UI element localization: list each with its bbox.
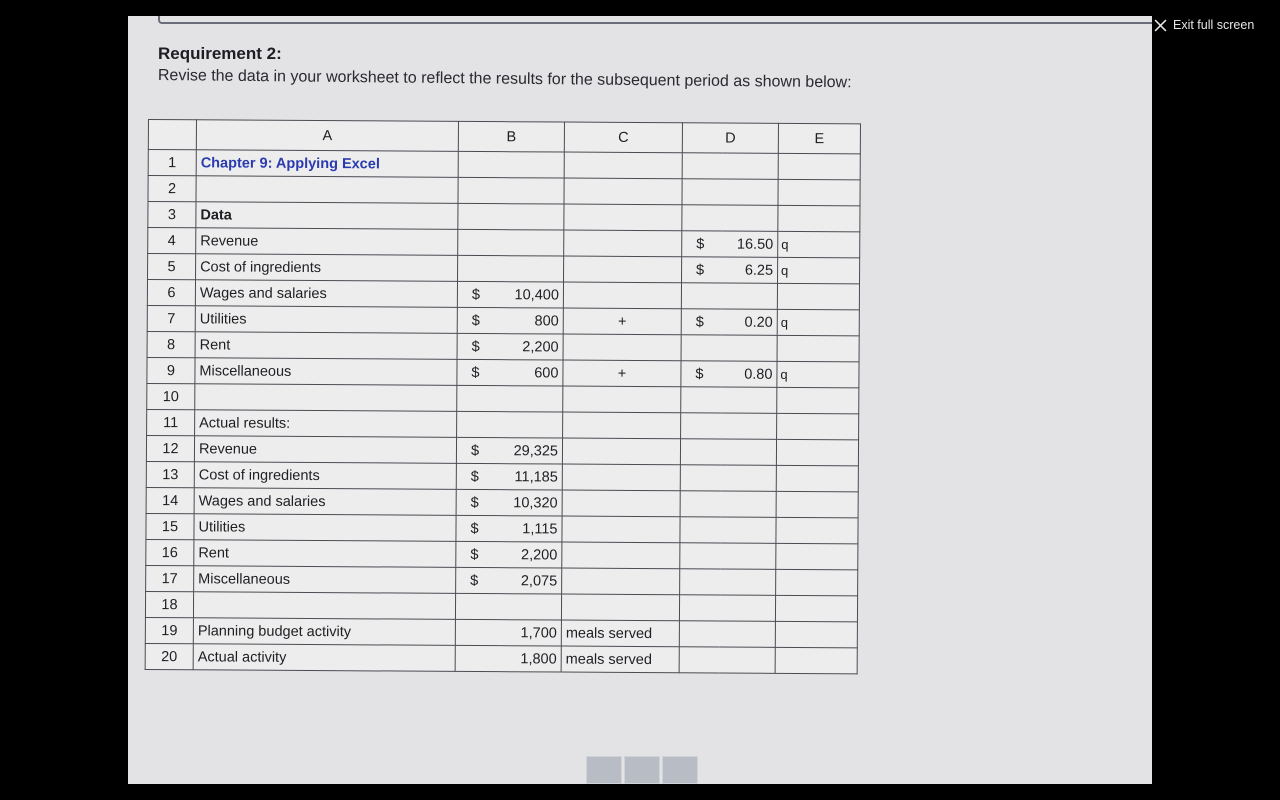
cell-b-currency	[458, 151, 502, 177]
cell-a[interactable]: Data	[196, 202, 458, 230]
cell-b[interactable]: 800	[501, 308, 563, 334]
cell-d-currency	[679, 621, 719, 647]
cell-c[interactable]	[561, 594, 679, 621]
cell-b[interactable]: 1,700	[499, 620, 561, 646]
cell-b[interactable]	[502, 230, 564, 256]
cell-b-currency	[457, 385, 501, 411]
cell-d-value: 0.20	[744, 314, 773, 331]
cell-d[interactable]	[721, 361, 777, 387]
cell-d-currency	[681, 335, 721, 361]
row-number: 17	[146, 565, 194, 591]
cell-b-currency	[458, 203, 502, 229]
cell-b[interactable]: 600	[501, 360, 563, 386]
cell-b-currency	[455, 593, 499, 619]
cell-d[interactable]	[720, 439, 776, 465]
cell-d-currency: $	[681, 361, 721, 387]
cell-c[interactable]	[562, 568, 680, 595]
cell-a[interactable]: Rent	[194, 540, 456, 568]
cell-a[interactable]	[193, 592, 455, 620]
cell-e[interactable]	[776, 517, 858, 544]
cell-c[interactable]: +	[563, 308, 681, 335]
photo-frame	[128, 16, 1152, 784]
cell-c[interactable]	[564, 178, 682, 205]
cell-a[interactable]: Miscellaneous	[194, 566, 456, 594]
cell-c[interactable]	[562, 438, 680, 465]
cell-d[interactable]	[721, 413, 777, 439]
cell-e[interactable]	[775, 595, 857, 622]
cell-d-value: 0.80	[744, 366, 773, 383]
cell-c[interactable]	[564, 256, 682, 283]
cell-b-currency	[458, 177, 502, 203]
cell-b-currency	[457, 411, 501, 437]
cell-d[interactable]	[722, 257, 778, 283]
requirement-title: Requirement 2:	[158, 44, 282, 63]
cell-a[interactable]: Rent	[195, 332, 457, 360]
cell-d-currency	[681, 387, 721, 413]
cell-b[interactable]: 1,800	[499, 646, 561, 672]
cell-d[interactable]	[722, 231, 778, 257]
worksheet-table	[145, 119, 861, 674]
row-number: 19	[145, 617, 193, 643]
cell-b[interactable]: 1,115	[500, 516, 562, 542]
cell-b-currency	[455, 619, 499, 645]
cell-b[interactable]: 29,325	[500, 438, 562, 464]
cell-b[interactable]	[501, 386, 563, 412]
column-header-e: E	[778, 123, 860, 154]
cell-d[interactable]	[721, 283, 777, 309]
cell-c[interactable]	[563, 386, 681, 413]
cell-d-value: 6.25	[744, 262, 774, 279]
thumbnail	[624, 756, 660, 784]
cell-b-currency: $	[457, 333, 501, 359]
column-header-row	[148, 120, 860, 154]
close-icon	[1154, 19, 1167, 32]
cell-d[interactable]	[720, 517, 776, 543]
cell-e[interactable]	[777, 387, 859, 414]
cell-e[interactable]: q	[778, 257, 860, 284]
cell-e[interactable]	[777, 335, 859, 362]
cell-b-currency	[455, 645, 499, 671]
cell-b-currency: $	[456, 541, 500, 567]
cell-b-currency: $	[456, 489, 500, 515]
cell-e[interactable]	[776, 543, 858, 570]
cell-d-currency	[680, 517, 720, 543]
cell-c[interactable]	[563, 282, 681, 309]
cell-b[interactable]: 11,185	[500, 464, 562, 490]
cell-a[interactable]: Cost of ingredients	[194, 462, 456, 490]
cell-b[interactable]: 2,200	[500, 542, 562, 568]
cell-b-currency: $	[457, 359, 501, 385]
row-number: 7	[147, 305, 195, 331]
cell-c[interactable]: meals served	[561, 620, 679, 647]
row-number: 16	[146, 539, 194, 565]
cell-b-currency: $	[457, 281, 501, 307]
cell-e[interactable]	[776, 465, 858, 492]
table-row	[145, 643, 857, 673]
cell-b-currency	[458, 255, 502, 281]
row-number: 2	[148, 176, 196, 202]
cell-d-value: 16.50	[736, 236, 774, 253]
cell-e[interactable]: q	[777, 361, 859, 388]
cell-b[interactable]: 2,075	[500, 568, 562, 594]
cell-e[interactable]	[777, 283, 859, 310]
cell-a[interactable]: Revenue	[194, 436, 456, 464]
cell-d-currency	[680, 543, 720, 569]
cell-d[interactable]	[721, 309, 777, 335]
cell-b[interactable]: 2,200	[501, 334, 563, 360]
page-edge-line	[158, 16, 1152, 24]
cell-b[interactable]: 10,400	[501, 282, 563, 308]
cell-b[interactable]: 10,320	[500, 490, 562, 516]
cell-d-currency	[679, 595, 719, 621]
cell-a[interactable]: Actual activity	[193, 644, 455, 672]
cell-b-currency	[458, 229, 502, 255]
row-number: 8	[147, 331, 195, 357]
cell-c[interactable]	[562, 542, 680, 569]
cell-c[interactable]	[563, 334, 681, 361]
row-number: 9	[147, 357, 195, 383]
cell-d-currency	[680, 465, 720, 491]
cell-b-currency: $	[457, 307, 501, 333]
cell-d[interactable]	[722, 179, 778, 205]
cell-b[interactable]	[499, 594, 561, 620]
cell-e[interactable]: q	[778, 231, 860, 258]
cell-d-currency	[680, 439, 720, 465]
row-number: 4	[148, 228, 196, 254]
corner-cell	[148, 120, 196, 150]
cell-c[interactable]: meals served	[561, 646, 679, 673]
requirement-subtitle: Revise the data in your worksheet to reflect the results for the subsequent period as shown below:	[157, 67, 852, 92]
cell-b[interactable]	[501, 412, 563, 438]
cell-d[interactable]	[722, 205, 778, 231]
cell-d-currency	[680, 491, 720, 517]
cell-e[interactable]	[776, 491, 858, 518]
cell-a[interactable]	[196, 176, 458, 204]
row-number: 5	[148, 254, 196, 280]
row-number: 6	[147, 280, 195, 306]
row-number: 18	[145, 591, 193, 617]
cell-c[interactable]	[564, 230, 682, 257]
cell-b-currency: $	[456, 437, 500, 463]
cell-a[interactable]: Utilities	[195, 306, 457, 334]
cell-c[interactable]	[564, 152, 682, 179]
column-header-b: B	[458, 121, 564, 152]
exit-full-screen-button[interactable]	[1154, 18, 1254, 32]
cell-c[interactable]	[562, 516, 680, 543]
row-number: 20	[145, 643, 193, 669]
cell-e[interactable]	[778, 153, 860, 180]
cell-d-currency	[680, 569, 720, 595]
worksheet-rows	[145, 150, 860, 674]
cell-c[interactable]	[563, 412, 681, 439]
cell-e[interactable]	[775, 647, 857, 674]
row-number: 3	[148, 202, 196, 228]
cell-d-currency	[682, 179, 722, 205]
cell-a[interactable]: Miscellaneous	[195, 358, 457, 386]
photo-thumbnails	[586, 756, 698, 784]
cell-b[interactable]	[502, 178, 564, 204]
column-header-c: C	[564, 122, 682, 153]
row-number: 11	[147, 409, 195, 435]
cell-a[interactable]: Actual results:	[195, 410, 457, 438]
cell-d-currency: $	[682, 257, 722, 283]
cell-b[interactable]	[502, 152, 564, 178]
cell-a[interactable]: Cost of ingredients	[196, 254, 458, 282]
cell-a[interactable]: Utilities	[194, 514, 456, 542]
worksheet	[145, 119, 861, 674]
cell-a[interactable]: Wages and salaries	[194, 488, 456, 516]
cell-d[interactable]	[719, 595, 775, 621]
cell-c[interactable]: +	[563, 360, 681, 387]
exit-full-screen-label: Exit full screen	[1173, 18, 1255, 32]
cell-d[interactable]	[720, 491, 776, 517]
cell-b-currency: $	[456, 567, 500, 593]
cell-d[interactable]	[721, 387, 777, 413]
cell-d-currency	[682, 205, 722, 231]
cell-c[interactable]	[564, 204, 682, 231]
cell-d[interactable]	[720, 543, 776, 569]
cell-d[interactable]	[719, 621, 775, 647]
cell-a[interactable]: Chapter 9: Applying Excel	[196, 150, 458, 178]
cell-a[interactable]: Wages and salaries	[195, 280, 457, 308]
cell-e[interactable]	[778, 179, 860, 206]
column-header-d: D	[682, 123, 778, 154]
column-header-a: A	[196, 120, 458, 152]
cell-d-currency: $	[682, 231, 722, 257]
cell-b[interactable]	[502, 204, 564, 230]
cell-d[interactable]	[719, 647, 775, 673]
cell-e[interactable]	[776, 569, 858, 596]
cell-b-currency: $	[456, 515, 500, 541]
cell-a[interactable]	[195, 384, 457, 412]
cell-d[interactable]	[721, 335, 777, 361]
cell-d-currency	[682, 153, 722, 179]
cell-d[interactable]	[720, 569, 776, 595]
cell-d-currency	[679, 647, 719, 673]
row-number: 12	[146, 435, 194, 461]
cell-e[interactable]	[775, 621, 857, 648]
cell-d-currency	[681, 413, 721, 439]
cell-d-currency	[681, 283, 721, 309]
row-number: 13	[146, 461, 194, 487]
cell-b-currency: $	[456, 463, 500, 489]
cell-e[interactable]: q	[777, 309, 859, 336]
row-number: 10	[147, 383, 195, 409]
thumbnail	[586, 756, 622, 784]
row-number: 15	[146, 513, 194, 539]
cell-c[interactable]	[562, 490, 680, 517]
cell-c[interactable]	[562, 464, 680, 491]
row-number: 14	[146, 487, 194, 513]
cell-e[interactable]	[776, 439, 858, 466]
cell-b[interactable]	[502, 256, 564, 282]
cell-e[interactable]	[777, 413, 859, 440]
cell-e[interactable]	[778, 205, 860, 232]
row-number: 1	[148, 150, 196, 176]
thumbnail	[662, 756, 698, 784]
cell-d[interactable]	[722, 153, 778, 179]
cell-d-currency: $	[681, 309, 721, 335]
cell-a[interactable]: Revenue	[196, 228, 458, 256]
cell-d[interactable]	[720, 465, 776, 491]
cell-a[interactable]: Planning budget activity	[193, 618, 455, 646]
